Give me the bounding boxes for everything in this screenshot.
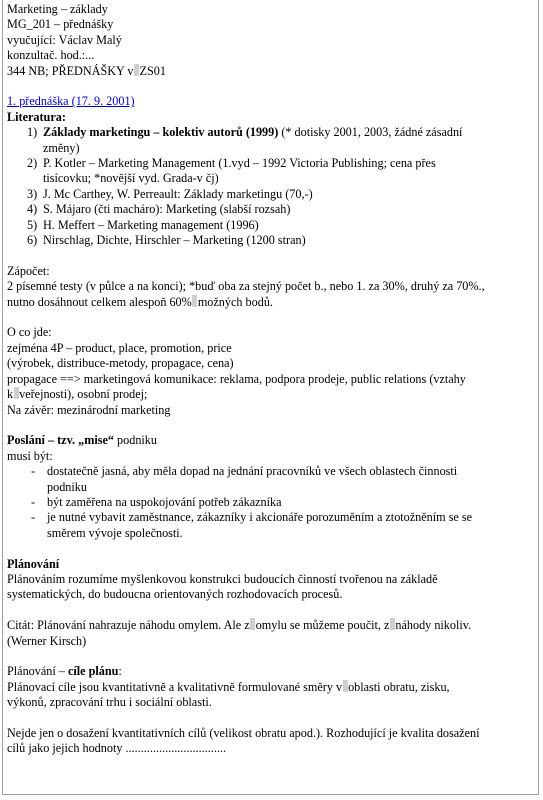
planovani-heading: Plánování [7,556,60,571]
planovani-text: Plánováním rozumíme myšlenkovou konstrukci budoucích činností tvořenou na základě [7,571,438,586]
list-item: - být zaměřena na uspokojování potřeb zákazníka [31,494,282,509]
course-code: MG_201 – přednášky [7,17,114,32]
final-text: cílů jako jejich hodnoty ................................. [7,741,227,756]
cile-heading: Plánování – cíle plánu: [7,664,122,679]
list-item: 2) P. Kotler – Marketing Management (1.vyd – 1992 Victoria Publishing; cena přes tisícovku; *novější vyd. Grada-v čj) [27,156,436,186]
mise-intro: musí být: [7,448,53,463]
zapocet-heading: Zápočet: [7,263,50,278]
document-body [7,2,535,757]
zapocet-text: 2 písemné testy (v půlce a na konci); *buď oba za stejný počet b., nebo 1. za 30%, druhý za 70%., [7,279,485,294]
quote-author: (Werner Kirsch) [7,633,87,648]
literature-heading: Literatura: [7,109,66,124]
lecturer: vyučující: Václav Malý [7,32,122,47]
list-item: 6) Nirschlag, Dichte, Hirschler – Marketing (1200 stran) [27,233,306,248]
cile-text: výkonů, zpracování trhu i sociální oblasti. [7,695,212,710]
text-cursor [250,618,255,630]
list-item: 3) J. Mc Carthey, W. Perreault: Základy marketingu (70,-) [27,186,313,201]
ocojde-line: Na závěr: mezinárodní marketing [7,402,171,417]
list-item: - dostatečně jasná, aby měla dopad na jednání pracovníků ve všech oblastech činnosti podniku [31,464,458,494]
text-cursor [343,680,348,692]
literature-list [7,125,535,248]
ocojde-line: (výrobek, distribuce-metody, propagace, cena) [7,356,234,371]
ocojde-line: k veřejnosti), osobní prodej; [7,387,148,402]
final-text: Nejde jen o dosažení kvantitativních cílů (velikost obratu apod.). Rozhodující je kvalita dosažení [7,725,480,740]
text-cursor [192,295,197,307]
list-item: 1) Základy marketingu – kolektiv autorů (1999) (* dotisky 2001, 2003, žádné zásadní změny) [27,125,463,155]
list-item: 4) S. Májaro (čti macháro): Marketing (slabší rozsah) [27,202,291,217]
ocojde-line: propagace ==> marketingová komunikace: reklama, podpora prodeje, public relations (vztahy [7,371,466,386]
quote: Citát: Plánování nahrazuje náhodu omylem. Ale z omylu se můžeme poučit, z náhody nikoliv. [7,618,472,633]
document-page [2,0,539,795]
cile-text: Plánovací cíle jsou kvantitativně a kvalitativně formulované směry v oblasti obratu, zisku, [7,679,450,694]
ocojde-line: zejména 4P – product, place, promotion, price [7,340,232,355]
ocojde-heading: O co jde: [7,325,52,340]
text-cursor [14,387,19,399]
planovani-text: systematických, do budoucna orientovaných rozhodovacích procesů. [7,587,343,602]
mise-heading: Poslání – tzv. „mise“ podniku [7,433,157,448]
list-item: 5) H. Meffert – Marketing management (1996) [27,217,259,232]
room-info: 344 NB; PŘEDNÁŠKY v ZS01 [7,63,166,78]
zapocet-text-2: nutno dosáhnout celkem alespoň 60% možných bodů. [7,294,273,309]
list-item: - je nutné vybavit zaměstnance, zákazníky i akcionáře porozuměním a ztotožněním se se směrem vývoje společnosti. [31,510,473,540]
text-cursor [134,64,139,76]
lecture-link[interactable]: 1. přednáška (17. 9. 2001) [7,94,135,109]
consultation-hours: konzultač. hod.:... [7,48,95,63]
course-title: Marketing – základy [7,2,108,16]
mise-list [7,464,535,541]
